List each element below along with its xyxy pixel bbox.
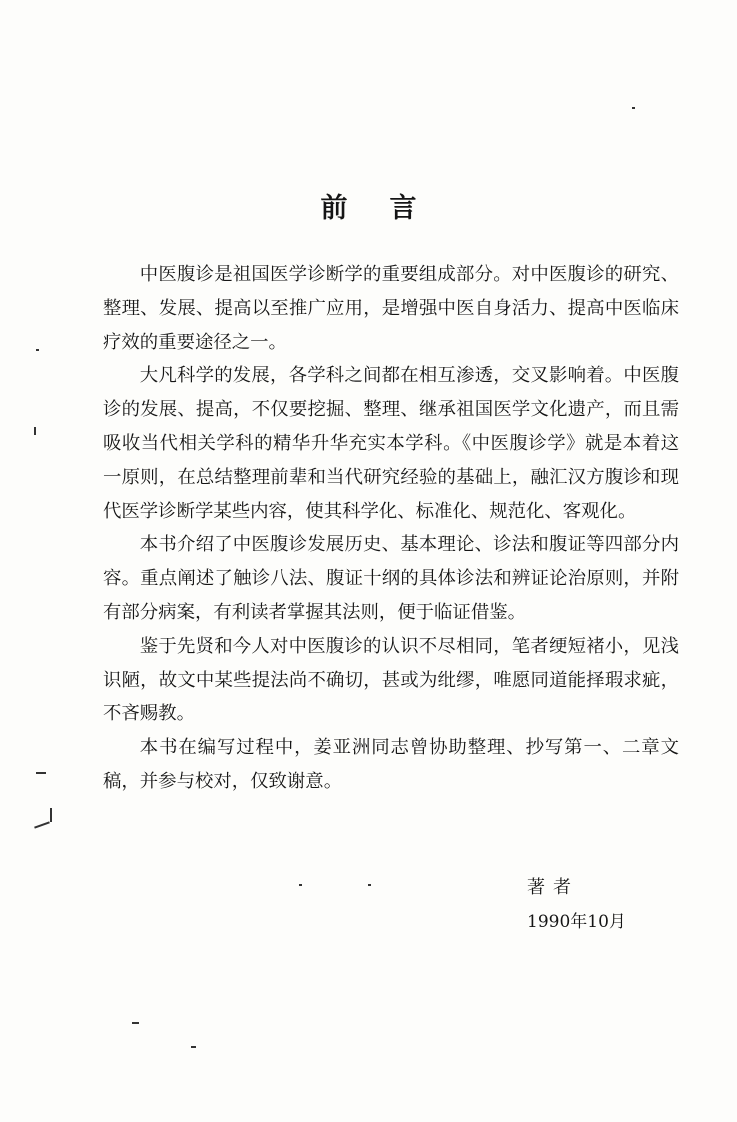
paragraph-5: 本书在编写过程中，姜亚洲同志曾协助整理、抄写第一、二章文稿，并参与校对，仅致谢意。	[103, 737, 679, 792]
preface-body	[103, 258, 679, 799]
scan-speck	[36, 349, 39, 351]
scan-speck	[191, 1046, 196, 1048]
scan-speck	[299, 884, 302, 886]
scan-speck	[632, 107, 635, 109]
page-title	[0, 186, 737, 225]
title-char-2: 言	[389, 193, 417, 224]
scan-speck	[50, 808, 52, 822]
paragraph-3: 本书介绍了中医腹诊发展历史、基本理论、诊法和腹证等四部分内容。重点阐述了触诊八法、腹证十纲的具体诊法和辨证论治原则，并附有部分病案，有利读者掌握其法则，便于临证借鉴。	[103, 534, 679, 623]
scan-speck	[36, 772, 46, 774]
author-signature: 著者	[527, 877, 579, 898]
paragraph-2: 大凡科学的发展，各学科之间都在相互渗透，交叉影响着。中医腹诊的发展、提高，不仅要挖掘、整理、继承祖国医学文化遗产，而且需吸收当代相关学科的精华升华充实本学科。《中医腹诊学》就是本着这一原则，在总结整理前辈和当代研究经验的基础上，融汇汉方腹诊和现代医学诊断学某些内容，使其科学化、标准化、规范化、客观化。	[103, 365, 679, 522]
paragraph-1: 中医腹诊是祖国医学诊断学的重要组成部分。对中医腹诊的研究、整理、发展、提高以至推广应用，是增强中医自身活力、提高中医临床疗效的重要途径之一。	[103, 264, 679, 353]
scan-speck	[132, 1022, 139, 1024]
scan-speck	[34, 427, 36, 435]
date-line: 1990年10月	[527, 912, 626, 932]
scan-speck	[34, 821, 50, 828]
paragraph-4: 鉴于先贤和今人对中医腹诊的认识不尽相同，笔者绠短褚小，见浅识陋，故文中某些提法尚不确切，甚或为纰缪，唯愿同道能择瑕求疵，不吝赐教。	[103, 635, 679, 725]
scan-speck	[368, 884, 371, 886]
title-char-1: 前	[320, 193, 348, 224]
